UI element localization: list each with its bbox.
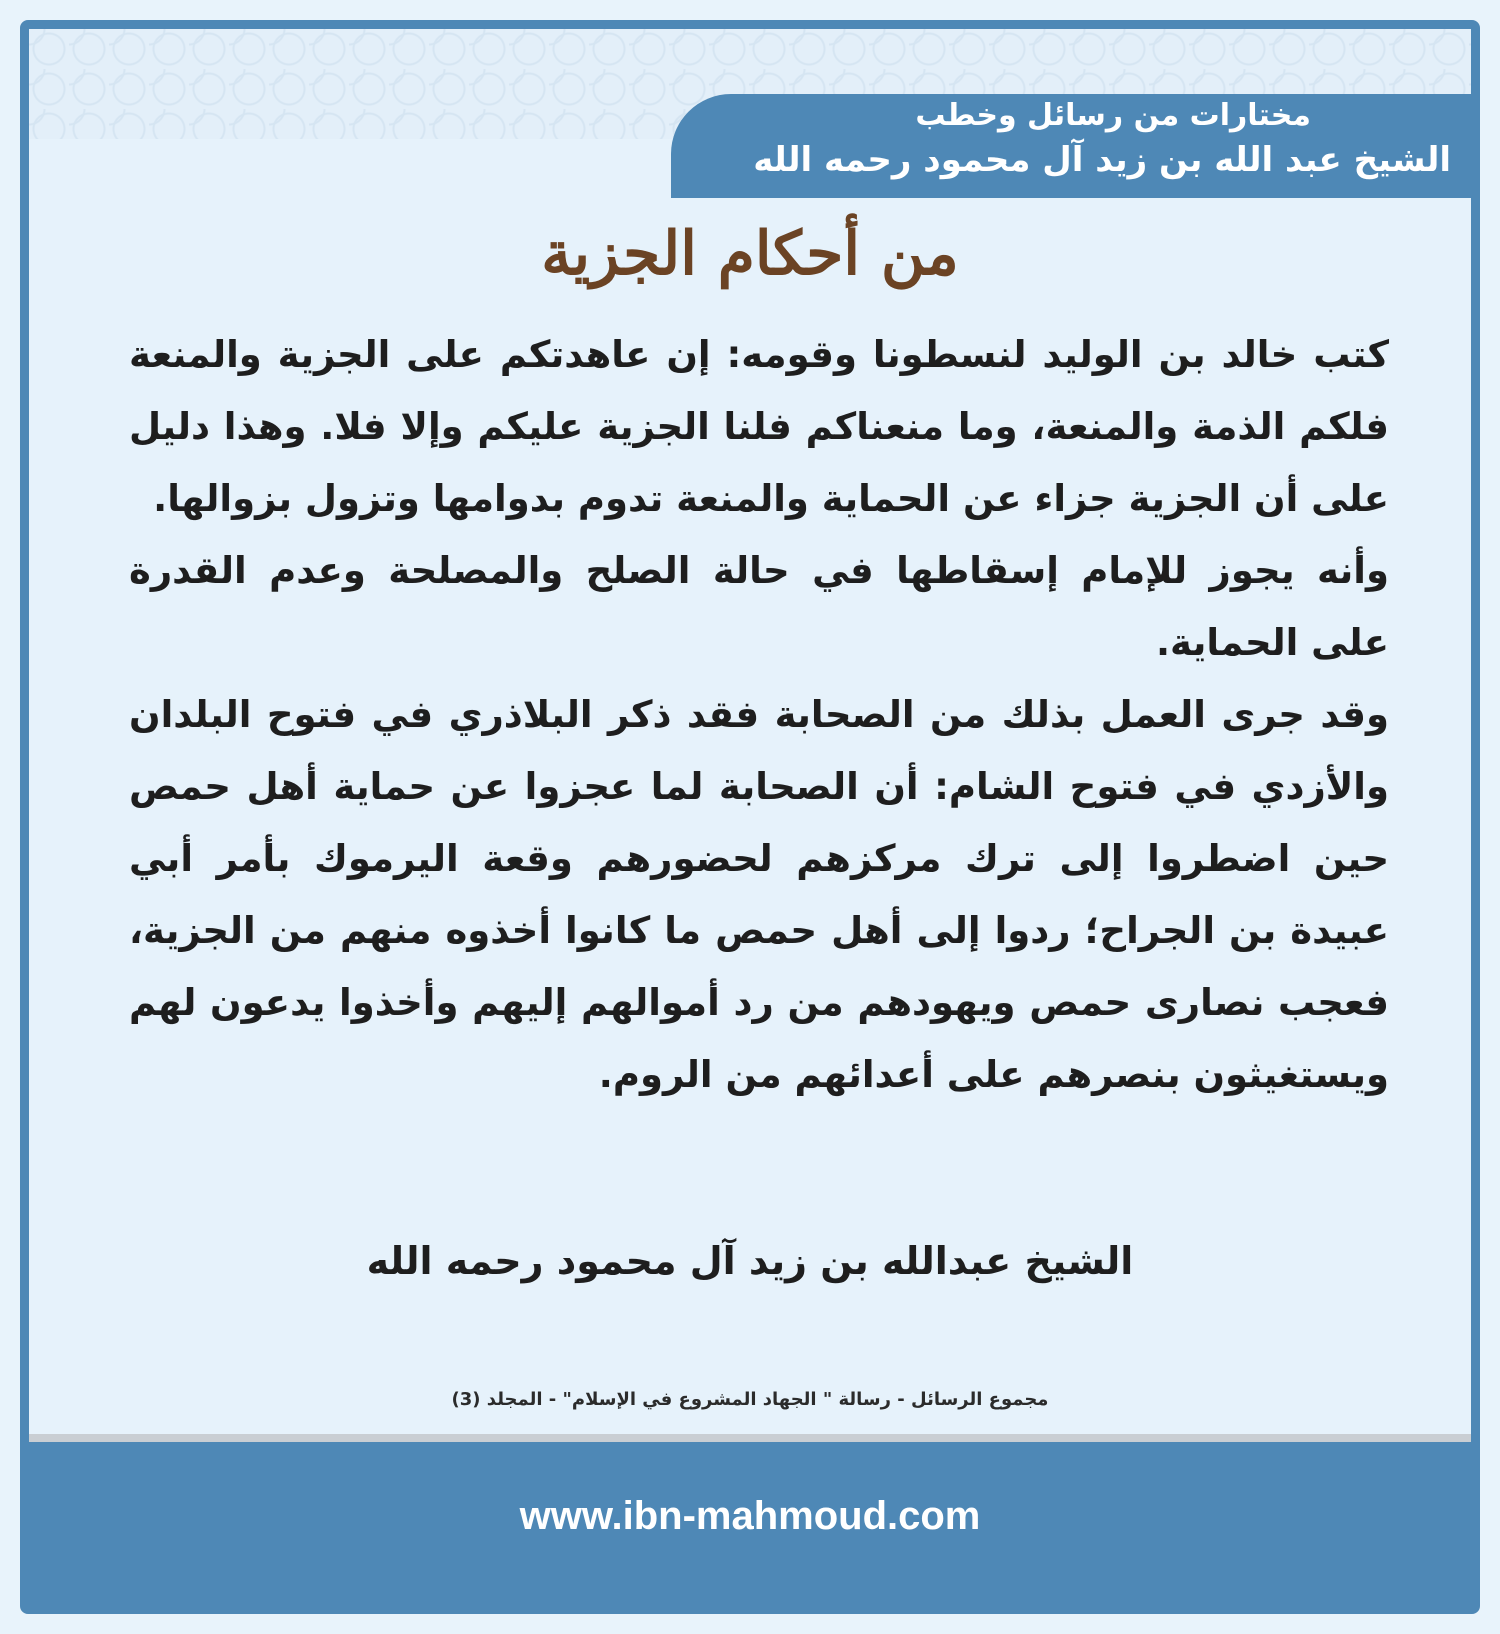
page-title: من أحكام الجزية bbox=[541, 219, 959, 289]
signature: الشيخ عبدالله بن زيد آل محمود رحمه الله bbox=[366, 1239, 1134, 1283]
paragraph-2: وأنه يجوز للإمام إسقاطها في حالة الصلح والمصلحة وعدم القدرة على الحماية. bbox=[129, 549, 1389, 664]
divider bbox=[29, 1434, 1471, 1442]
website-link[interactable]: www.ibn-mahmoud.com bbox=[519, 1494, 981, 1538]
paragraph-3: وقد جرى العمل بذلك من الصحابة فقد ذكر البلاذري في فتوح البلدان والأزدي في فتوح الشام: أن الصحابة لما عجزوا عن حماية أهل حمص حين اضطروا إلى ترك مركزهم لحضورهم وقعة اليرموك بأمر أبي عبيدة بن الجراح؛ ردوا إلى أهل حمص ما كانوا أخذوه منهم من الجزية، فعجب نصارى حمص ويهودهم من رد أموالهم إليهم وأخذوا يدعون لهم ويستغيثون بنصرهم على أعدائهم من الروم. bbox=[129, 693, 1389, 1096]
source-citation: مجموع الرسائل - رسالة " الجهاد المشروع في الإسلام" - المجلد (3) bbox=[451, 1389, 1049, 1410]
paragraph-1: كتب خالد بن الوليد لنسطونا وقومه: إن عاهدتكم على الجزية والمنعة فلكم الذمة والمنعة، وما منعناكم فلنا الجزية عليكم وإلا فلا. وهذا دليل على أن الجزية جزاء عن الحماية والمنعة تدوم بدوامها وتزول بزوالها. bbox=[129, 333, 1389, 520]
series-title: مختارات من رسائل وخطب bbox=[915, 98, 1311, 133]
author-title: الشيخ عبد الله بن زيد آل محمود رحمه الله bbox=[753, 140, 1451, 180]
header-banner bbox=[671, 94, 1471, 198]
footer-bar bbox=[29, 1442, 1471, 1614]
post-card bbox=[20, 20, 1480, 1614]
article-body bbox=[129, 319, 1389, 1111]
